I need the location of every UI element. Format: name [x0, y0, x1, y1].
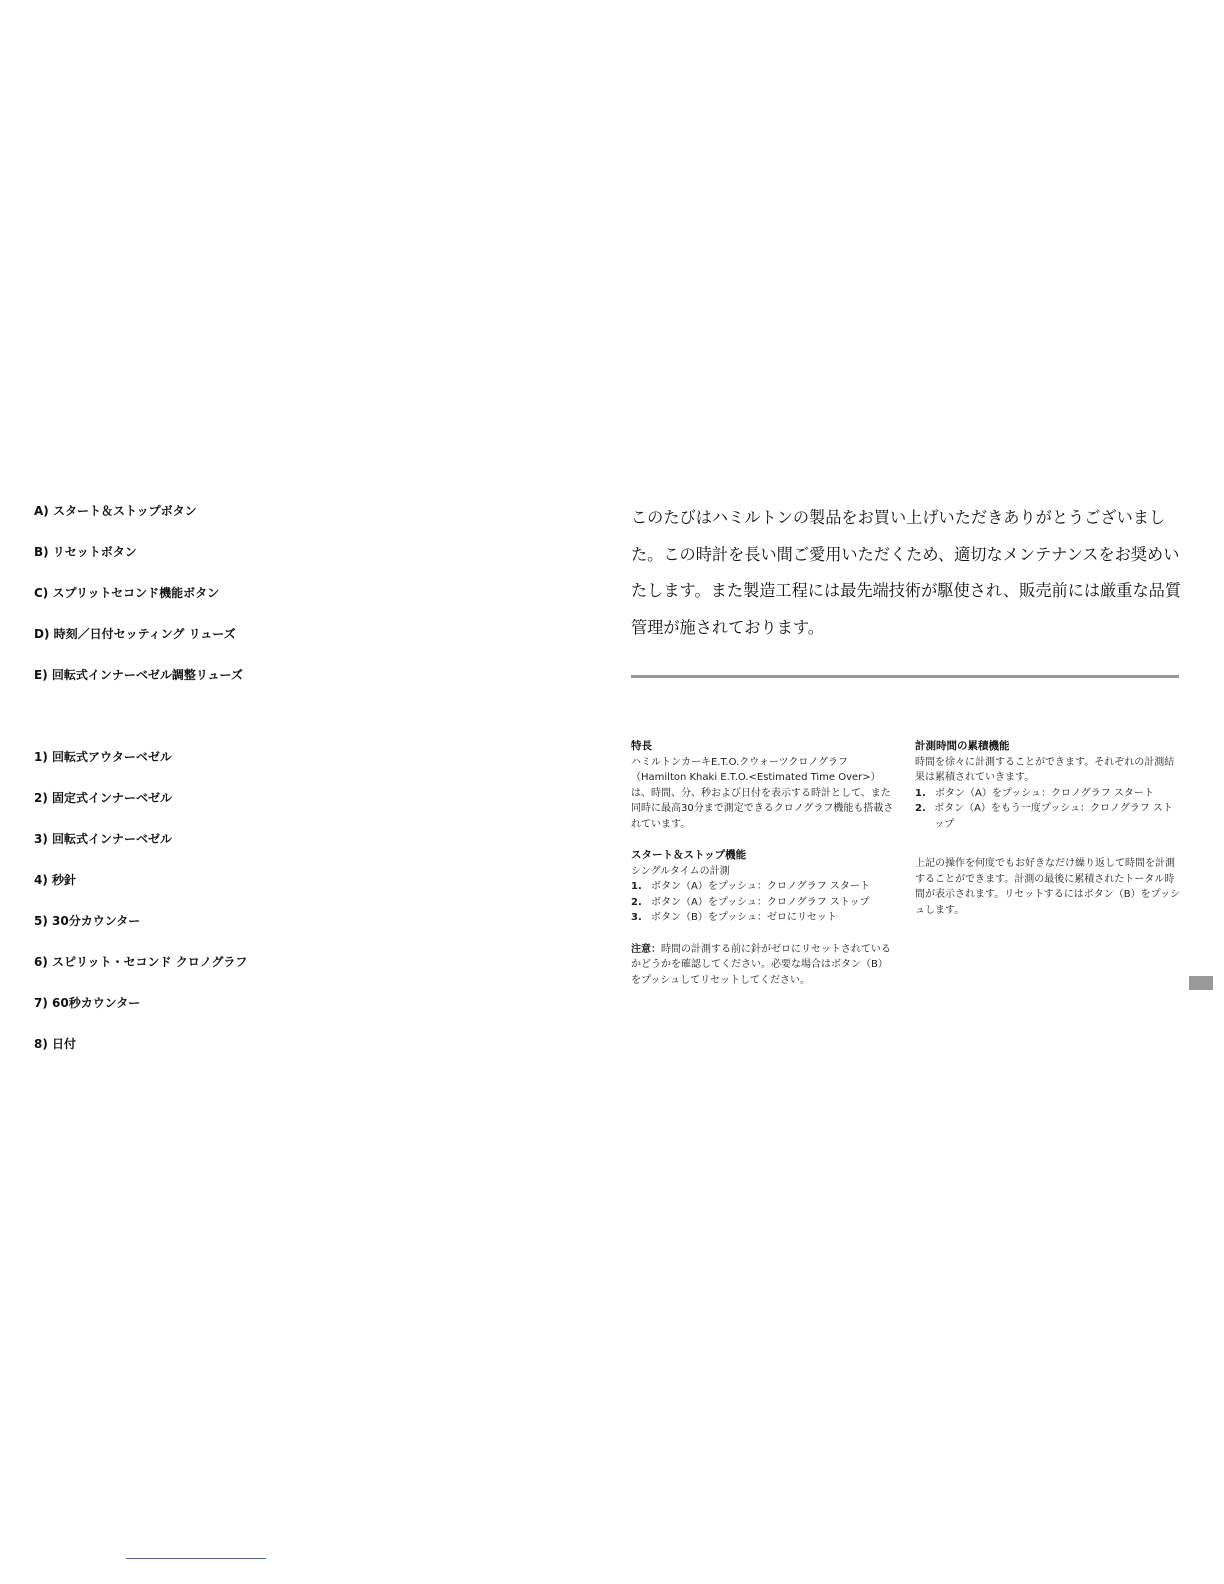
list-item: D) 時刻／日付セッティング リューズ	[34, 627, 236, 641]
features-body: ハミルトンカーキE.T.O.クウォーツクロノグラフ（Hamilton Khaki E.T.O.<Estimated Time Over>）は、時間、分、秒および日付を表示する時計として、また同時に最高30分まで測定できるクロノグラフ機能も搭載されています。	[631, 756, 894, 830]
note-paragraph	[631, 942, 897, 989]
start-stop-subheading: シングルタイムの計測	[631, 865, 730, 877]
step-text: ボタン（A）をプッシュ：クロノグラフ スタート	[651, 881, 870, 892]
accumulate-after: 上記の操作を何度でもお好きなだけ繰り返して時間を計測することができます。計測の最後に累積されたトータル時間が表示されます。リセットするにはボタン（B）をプッシュします。	[915, 858, 1180, 916]
list-item: C) スプリットセコンド機能ボタン	[34, 586, 220, 600]
start-stop-steps	[631, 879, 897, 926]
list-item: A) スタート＆ストップボタン	[34, 504, 197, 518]
step-number: 2.	[915, 803, 926, 814]
features-heading: 特長	[631, 740, 652, 752]
step-item	[631, 895, 897, 911]
list-item: 8) 日付	[34, 1037, 77, 1051]
left-column	[631, 739, 897, 988]
step-text: ボタン（A）をプッシュ：クロノグラフ スタート	[935, 787, 1154, 799]
note-text: 時間の計測する前に針がゼロにリセットされているかどうかを確認してください。必要な場合はボタン（B）をプッシュしてリセットしてください。	[631, 943, 891, 986]
step-number: 3.	[631, 912, 642, 923]
step-item	[631, 879, 897, 895]
list-item: 4) 秒針	[34, 873, 77, 887]
list-item: 6) スピリット・セコンド クロノグラフ	[34, 955, 248, 969]
note-label: 注意：	[631, 943, 661, 955]
section-divider	[631, 675, 1179, 678]
start-stop-heading: スタート＆ストップ機能	[631, 849, 747, 861]
step-text: ボタン（A）をプッシュ：クロノグラフ ストップ	[651, 896, 870, 908]
step-text: ボタン（A）をもう一度プッシュ：クロノグラフ ストップ	[934, 803, 1173, 830]
step-number: 1.	[631, 881, 642, 892]
list-item: 2) 固定式インナーベゼル	[34, 791, 173, 805]
accumulate-steps	[915, 786, 1181, 833]
list-item: 1) 回転式アウターベゼル	[34, 750, 172, 764]
list-item: 7) 60秒カウンター	[34, 996, 141, 1010]
list-item: B) リセットボタン	[34, 545, 137, 559]
page-tab-marker	[1189, 976, 1213, 990]
accumulate-body: 時間を徐々に計測することができます。それぞれの計測結果は累積されていきます。	[915, 756, 1175, 783]
list-item: 3) 回転式インナーベゼル	[34, 832, 173, 846]
step-item	[915, 786, 1181, 802]
step-number: 2.	[631, 896, 642, 908]
intro-paragraph: このたびはハミルトンの製品をお買い上げいただきありがとうございました。この時計を長い間ご愛用いただくため、適切なメンテナンスをお奨めいたします。また製造工程には最先端技術が駆使され、販売前には厳重な品質管理が施されております。	[631, 508, 1182, 637]
list-item: E) 回転式インナーベゼル調整リューズ	[34, 668, 243, 682]
step-item	[915, 801, 1181, 832]
accumulate-heading: 計測時間の累積機能	[915, 740, 1010, 752]
step-number: 1.	[915, 787, 926, 799]
step-text: ボタン（B）をプッシュ：ゼロにリセット	[651, 912, 837, 923]
list-item: 5) 30分カウンター	[34, 914, 141, 928]
footer-rule	[126, 1558, 266, 1559]
step-item	[631, 910, 897, 926]
right-column	[915, 739, 1181, 918]
